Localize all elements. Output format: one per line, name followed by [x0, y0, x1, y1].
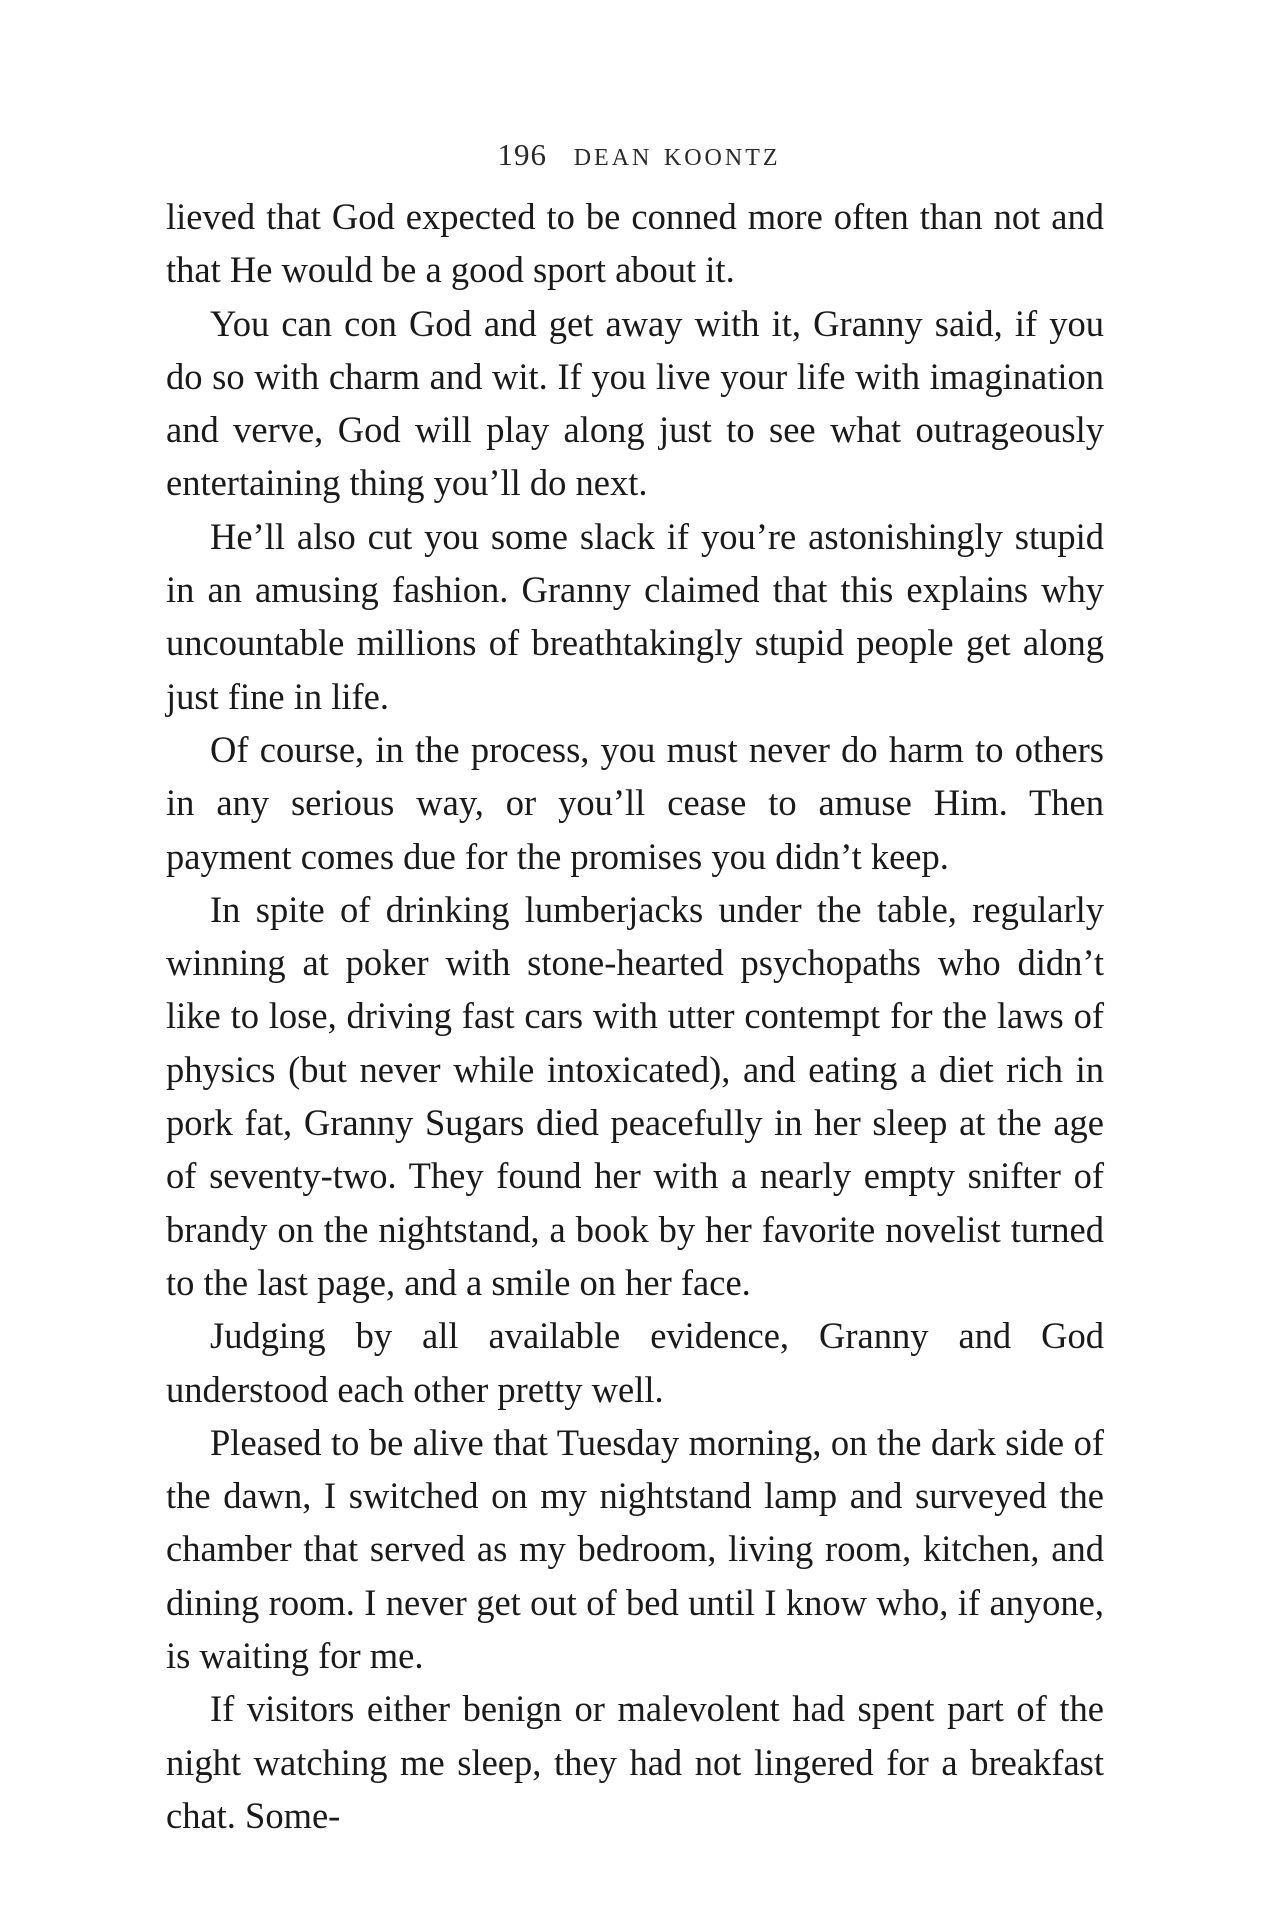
- running-head: [0, 136, 1278, 174]
- body-text: [166, 190, 1104, 1842]
- paragraph: If visitors either benign or malevolent had spent part of the night watching me sleep, they had not lingered for a breakfast chat. Some-: [166, 1688, 1104, 1836]
- running-head-author: dean koontz: [573, 136, 781, 173]
- paragraph: Of course, in the process, you must never do harm to others in any serious way, or you’ll cease to amuse Him. Then payment comes due for the promises you didn’t keep.: [166, 728, 1104, 877]
- paragraph: Pleased to be alive that Tuesday morning, on the dark side of the dawn, I switched on my nightstand lamp and surveyed the chamber that served as my bedroom, living room, kitchen, and dining room. I never get out of bed until I know who, if anyone, is waiting for me.: [166, 1421, 1104, 1677]
- page-number: 196: [497, 137, 547, 172]
- paragraph: In spite of drinking lumberjacks under the table, regularly winning at poker with stone-hearted psychopaths who didn’t like to lose, driving fast cars with utter contempt for the laws of physics (but never while intoxicated), and eating a diet rich in pork fat, Granny Sugars died peacefully in her sleep at the age of seventy-two. They found her with a nearly empty snifter of brandy on the nightstand, a book by her favorite novelist turned to the last page, and a smile on her face.: [166, 888, 1104, 1303]
- paragraph: He’ll also cut you some slack if you’re astonishingly stupid in an amusing fashion. Granny claimed that this explains why uncountable millions of breathtakingly stupid people get along just fine in life.: [166, 515, 1104, 717]
- paragraph: You can con God and get away with it, Granny said, if you do so with charm and wit. If you live your life with imagination and verve, God will play along just to see what outrageously entertaining thing you’ll do next.: [166, 302, 1104, 504]
- paragraph: Judging by all available evidence, Granny and God understood each other pretty well.: [166, 1315, 1104, 1410]
- paragraph-continued: lieved that God expected to be conned more often than not and that He would be a good sport about it.: [166, 196, 1104, 291]
